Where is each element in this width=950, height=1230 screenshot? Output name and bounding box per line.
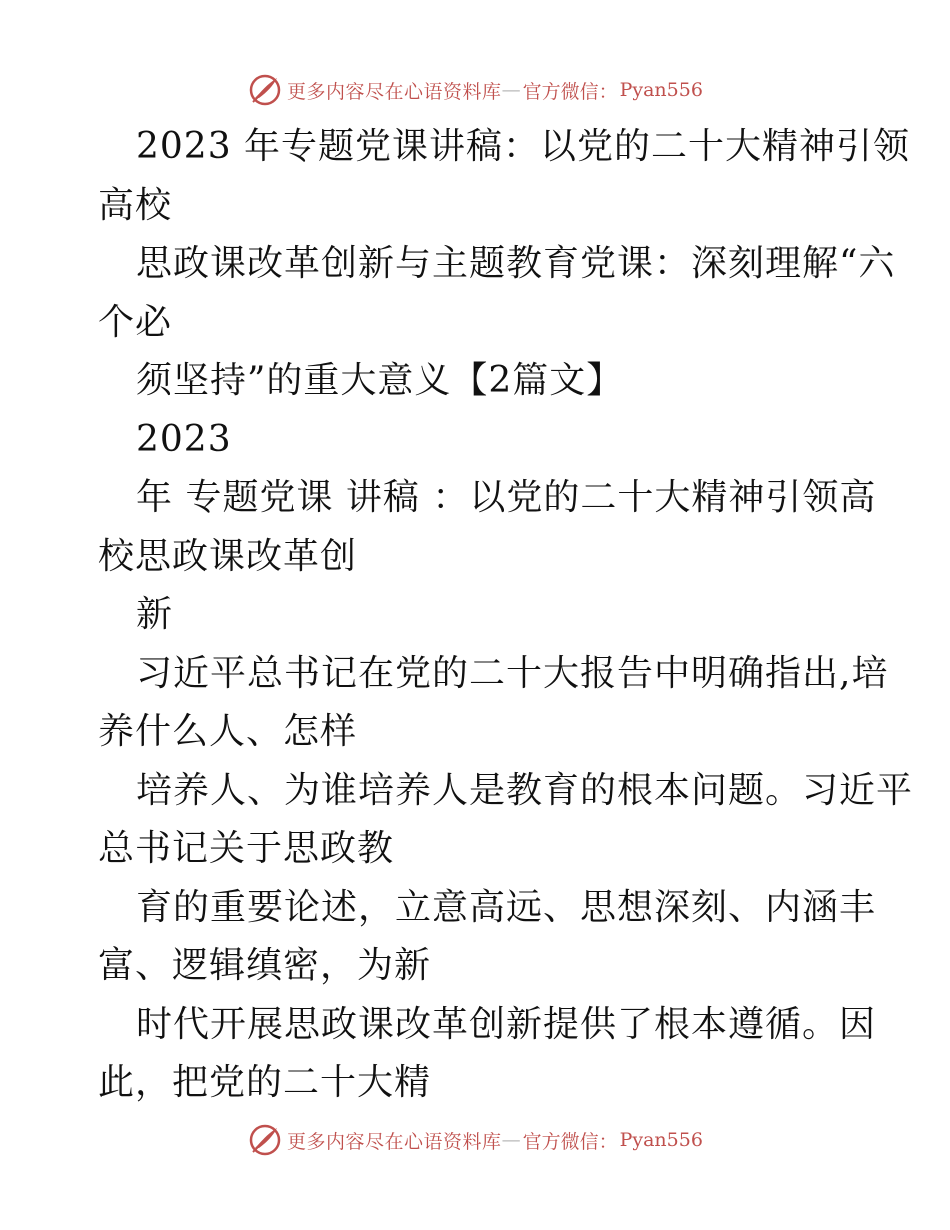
text-line: 年 专题党课 讲稿 ：以党的二十大精神引领高 xyxy=(136,477,877,518)
document-body xyxy=(98,118,914,1113)
feather-pen-circle-icon xyxy=(247,1122,283,1158)
text-line: 新 xyxy=(136,594,174,635)
watermark-wechat-id: Pyan556 xyxy=(619,1129,703,1151)
text-line: 育的重要论述，立意高远、思想深刻、内涵丰 xyxy=(136,886,877,928)
text-line: 习近平总书记在党的二十大报告中明确指出,培 xyxy=(136,652,889,694)
watermark-wechat-label: 官方微信： xyxy=(522,80,618,103)
text-line: 此，把党的二十大精 xyxy=(98,1062,432,1103)
header-watermark xyxy=(0,70,950,110)
watermark-site-text: 更多内容尽在心语资料库 xyxy=(287,80,502,103)
text-line: 2023 xyxy=(136,418,232,460)
text-line: 2023 年专题党课讲稿：以党的二十大精神引领 xyxy=(136,126,911,167)
text-line: 时代开展思政课改革创新提供了根本遵循。因 xyxy=(136,1003,877,1045)
watermark-dash: — xyxy=(501,79,521,101)
text-line: 思政课改革创新与主题教育党课：深刻理解“六 xyxy=(136,243,896,284)
text-line: 须坚持”的重大意义【2篇文】 xyxy=(136,360,624,401)
text-line: 总书记关于思政教 xyxy=(98,828,395,869)
feather-pen-circle-icon xyxy=(247,72,283,108)
text-line: 养什么人、怎样 xyxy=(98,711,358,752)
text-line: 培养人、为谁培养人是教育的根本问题。习近平 xyxy=(136,769,914,811)
footer-watermark xyxy=(0,1120,950,1160)
watermark-wechat-id: Pyan556 xyxy=(619,79,703,101)
watermark-dash: — xyxy=(501,1129,521,1151)
text-line: 富、逻辑缜密，为新 xyxy=(98,945,432,986)
watermark-site-text: 更多内容尽在心语资料库 xyxy=(287,1130,502,1153)
watermark-wechat-label: 官方微信： xyxy=(522,1130,618,1153)
text-line: 校思政课改革创 xyxy=(98,535,358,577)
text-line: 高校 xyxy=(98,184,173,226)
text-line: 个必 xyxy=(98,301,173,343)
